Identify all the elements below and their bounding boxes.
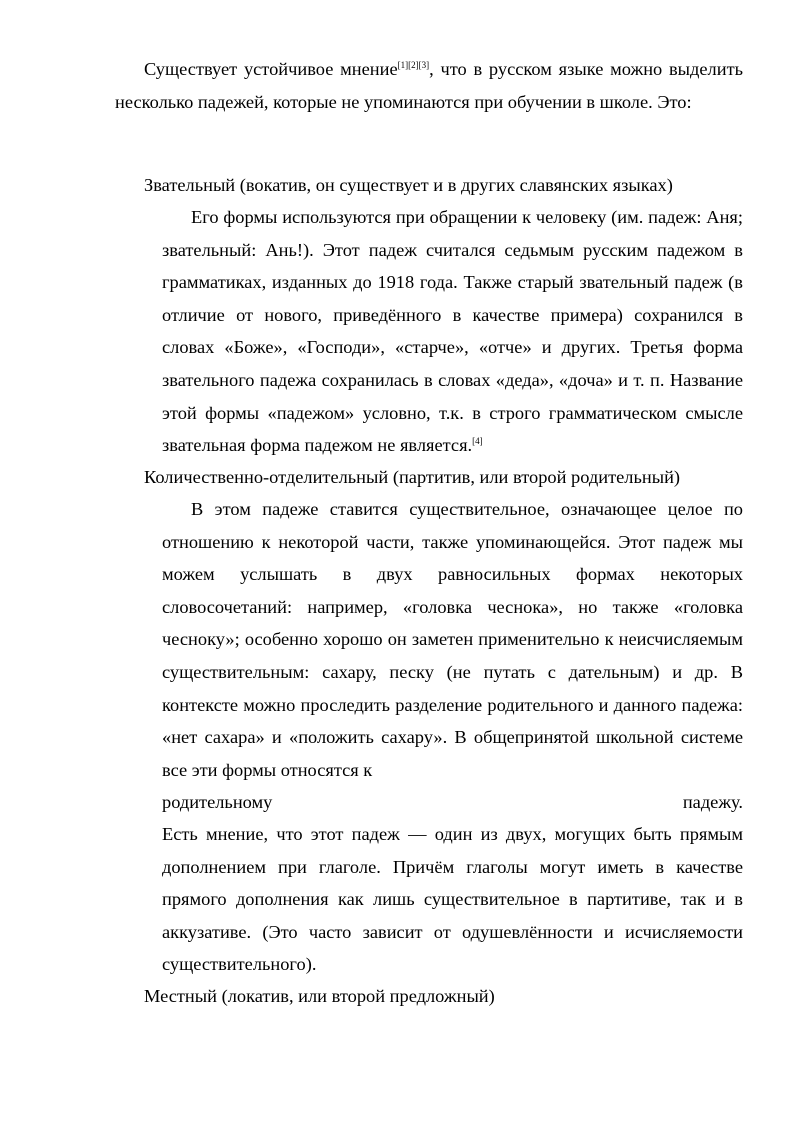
partitive-body-end bbox=[162, 786, 743, 819]
partitive-body-end-left: родительному bbox=[162, 792, 273, 812]
intro-references[interactable]: [1][2][3] bbox=[397, 59, 430, 70]
locative-heading: Местный (локатив, или второй предложный) bbox=[144, 986, 495, 1006]
partitive-body-second: Есть мнение, что этот падеж — один из двух, могущих быть прямым дополнением при глаголе. Причём глаголы могут иметь в качестве прямого дополнения как лишь существительное в партитиве, так и в аккузативе. (Это часто зависит от одушевлённости и исчисляемости существительного). bbox=[162, 824, 743, 975]
vocative-body bbox=[162, 201, 743, 462]
vocative-heading: Звательный (вокатив, он существует и в других славянских языках) bbox=[144, 175, 673, 195]
partitive-heading: Количественно-отделительный (партитив, или второй родительный) bbox=[144, 467, 681, 487]
intro-paragraph bbox=[115, 53, 743, 118]
intro-text-after: , что в русском языке можно выделить несколько падежей, которые не упоминаются при обучении в школе. Это: bbox=[115, 59, 743, 112]
partitive-body: В этом падеже ставится существительное, означающее целое по отношению к некоторой части, также упоминающейся. Этот падеж мы можем услышать в двух равносильных формах некоторых словосочетаний: например, «головка чеснока», но также «головка чесноку»; особенно хорошо он заметен применительно к неисчисляемым существительным: сахару, песку (не путать с дательным) и др. В контексте можно проследить разделение родительного и данного падежа: «нет сахара» и «положить сахару». В общепринятой школьной системе все эти формы относятся к bbox=[162, 499, 743, 780]
partitive-body-end-right: падежу. bbox=[682, 792, 743, 812]
vocative-body-text: Его формы используются при обращении к человеку (им. падеж: Аня; звательный: Ань!). Этот падеж считался седьмым русским падежом в грамматиках, изданных до 1918 года. Также старый звательный падеж (в отличие от нового, приведённого в качестве примера) сохранился в словах «Боже», «Господи», «старче», «отче» и других. Третья форма звательного падежа сохранилась в словах «деда», «доча» и т. п. Название этой формы «падежом» условно, т.к. в строго грамматическом смысле звательная форма падежом не является. bbox=[162, 207, 743, 456]
intro-text-before: Существует устойчивое мнение bbox=[144, 59, 398, 79]
vocative-reference[interactable]: [4] bbox=[472, 436, 483, 447]
